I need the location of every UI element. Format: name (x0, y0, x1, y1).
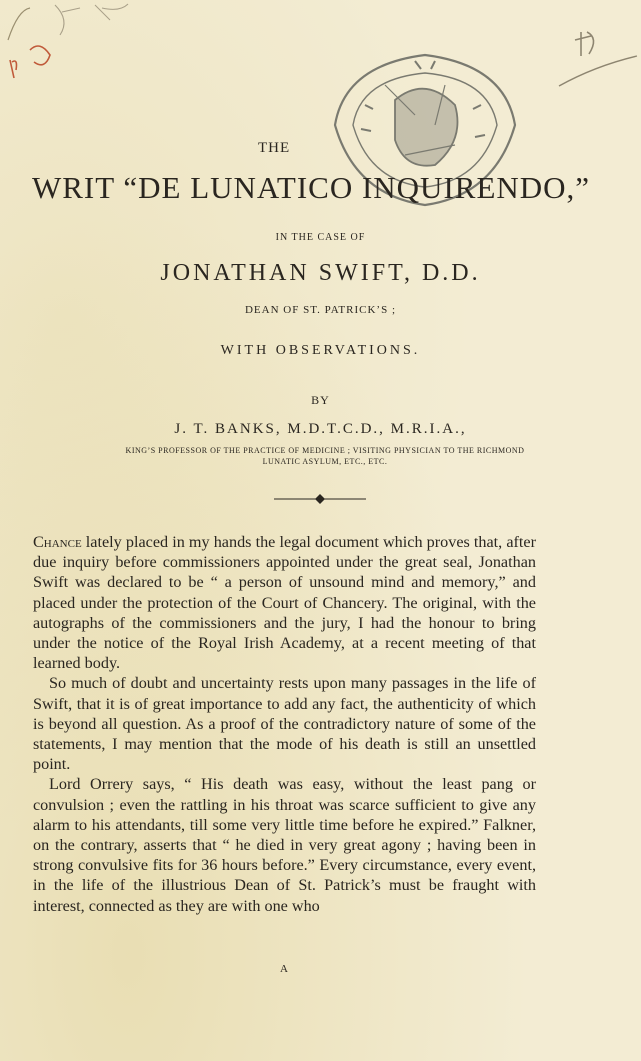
title-the: THE (258, 140, 291, 156)
by-label: BY (311, 393, 330, 407)
handwritten-annotation-icon (0, 0, 140, 100)
paragraph-1-text: lately placed in my hands the legal document which proves that, after due inquiry before commissioners appointed under the great seal, Jonathan Swift was declared to be “ a person of unsound mind and memory,” and placed under the protection of the Court of Chancery. The original, with the autographs of the commissioners and the jury, I had the honour to bring under the notice of the Royal Irish Academy, at a recent meeting of that learned body. (33, 533, 536, 673)
handwritten-shelfmark-icon (555, 20, 641, 100)
signature-mark: A (280, 963, 288, 975)
diamond-rule-icon (270, 493, 370, 505)
paragraph-3: Lord Orrery says, “ His death was easy, without the least pang or convulsion ; even the rattling in his throat was scarce sufficient to give any alarm to his attendants, till some very little time before he expired.” Falkner, on the contrary, asserts that “ he died in very great agony ; having been in strong convulsive fits for 36 hours before.” Every circumstance, every event, in the life of the illustrious Dean of St. Patrick’s must be fraught with interest, connected as they are with one who (33, 775, 536, 915)
affiliation-line-2: LUNATIC ASYLUM, ETC., ETC. (262, 457, 388, 466)
affiliation-line-1: KING’S PROFESSOR OF THE PRACTICE OF MEDICINE ; VISITING PHYSICIAN TO THE RICHMOND (125, 446, 525, 455)
with-observations-label: WITH OBSERVATIONS. (220, 343, 421, 358)
paragraph-2: So much of doubt and uncertainty rests upon many passages in the life of Swift, that it is of great importance to add any fact, the authenticity of which is beyond all question. As a proof of the contradictory nature of some of the statements, I may mention that the mode of his death is still an unsettled point. (33, 674, 536, 774)
subject-name: JONATHAN SWIFT, D.D. (160, 260, 481, 286)
subject-title: DEAN OF ST. PATRICK’S ; (244, 304, 397, 316)
paragraph-1 (33, 532, 536, 673)
writ-title: WRIT “DE LUNATICO INQUIRENDO,” (32, 170, 591, 205)
in-case-of-label: IN THE CASE OF (275, 232, 366, 243)
drop-word: Chance (33, 533, 82, 551)
author-affiliation (40, 445, 610, 467)
body-text (33, 532, 536, 916)
author-name: J. T. BANKS, M.D.T.C.D., M.R.I.A., (174, 421, 467, 437)
